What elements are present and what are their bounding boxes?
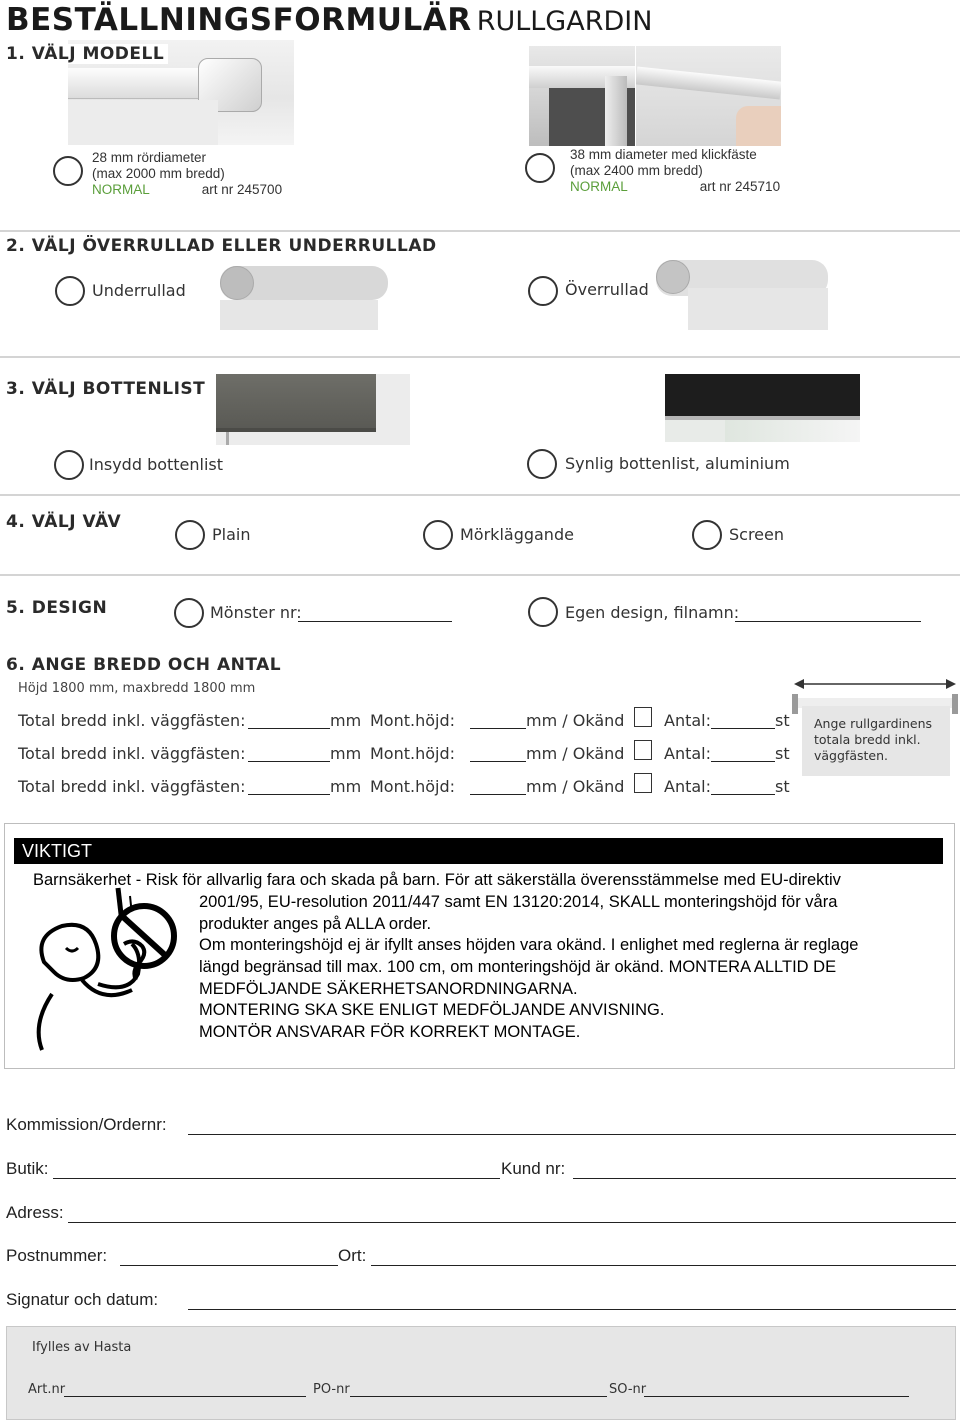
row2-width-input[interactable]	[248, 761, 330, 762]
row2-st: st	[775, 744, 790, 763]
model-38mm-label	[570, 147, 780, 195]
hasta-art-label: Art.nr	[28, 1382, 66, 1397]
postnummer-input[interactable]	[120, 1265, 338, 1266]
insydd-bottenlist-photo	[216, 374, 410, 445]
row1-label: Total bredd inkl. väggfästen:	[18, 711, 246, 730]
postnummer-label: Postnummer:	[6, 1246, 108, 1265]
row3-label: Total bredd inkl. väggfästen:	[18, 777, 246, 796]
vav-screen-radio[interactable]	[692, 520, 722, 550]
kommission-input[interactable]	[188, 1134, 956, 1135]
divider	[0, 494, 960, 496]
model-photo-38mm-a	[529, 46, 635, 146]
row1-okand-checkbox[interactable]	[634, 707, 652, 727]
width-note-box	[802, 706, 950, 776]
underrullad-label: Underrullad	[92, 281, 186, 300]
warning-line-1: Barnsäkerhet - Risk för allvarlig fara och skada på barn. För att säkerställa överensstämmelse med EU-direktiv	[33, 871, 841, 889]
egen-design-radio[interactable]	[528, 597, 558, 627]
warning-header	[14, 838, 943, 864]
kommission-label: Kommission/Ordernr:	[6, 1115, 167, 1134]
filnamn-input[interactable]	[735, 621, 921, 622]
insydd-bottenlist-radio[interactable]	[54, 450, 84, 480]
hasta-box	[6, 1326, 956, 1420]
warning-line-2: 2001/95, EU-resolution 2011/447 samt EN 13120:2014, SKALL monteringshöjd för våra	[199, 893, 838, 911]
kund-input[interactable]	[573, 1178, 956, 1179]
section-4-heading: 4. VÄLJ VÄV	[6, 512, 122, 532]
section-5-heading: 5. DESIGN	[6, 598, 108, 618]
child-safety-icon	[22, 884, 192, 1054]
vav-morklaggande-label: Mörkläggande	[460, 525, 574, 544]
hasta-po-label: PO-nr	[313, 1382, 350, 1397]
warning-line-7: MONTERING SKA SKE ENLIGT MEDFÖLJANDE ANVISNING.	[199, 1001, 665, 1019]
row1-antal-input[interactable]	[711, 728, 775, 729]
insydd-bottenlist-label: Insydd bottenlist	[89, 455, 224, 474]
model-28mm-line1: 28 mm rördiameter	[92, 150, 207, 165]
warning-line-6: MEDFÖLJANDE SÄKERHETSANORDNINGARNA.	[199, 980, 578, 998]
row3-mont-label: Mont.höjd:	[370, 777, 456, 796]
warning-line-5: längd begränsad till max. 100 cm, om monteringshöjd är okänd. MONTERA ALLTID DE	[199, 958, 837, 976]
model-28mm-label	[92, 150, 282, 198]
row2-antal-label: Antal:	[664, 744, 711, 763]
warning-line-3: produkter anges på ALLA order.	[199, 915, 432, 933]
butik-input[interactable]	[53, 1178, 500, 1179]
model-38mm-radio[interactable]	[525, 153, 555, 183]
vav-screen-label: Screen	[729, 525, 785, 544]
row1-mm-okand: mm / Okänd	[526, 711, 625, 730]
section-3-heading: 3. VÄLJ BOTTENLIST	[6, 379, 206, 399]
synlig-bottenlist-radio[interactable]	[527, 449, 557, 479]
section-1-heading: 1. VÄLJ MODELL	[6, 44, 168, 64]
page-title	[6, 2, 652, 38]
underrullad-illustration	[220, 266, 378, 330]
row2-mm-okand: mm / Okänd	[526, 744, 625, 763]
section-6-heading: 6. ANGE BREDD OCH ANTAL	[6, 655, 282, 675]
overrullad-radio[interactable]	[528, 276, 558, 306]
overrullad-illustration	[656, 260, 828, 330]
butik-label: Butik:	[6, 1159, 49, 1178]
divider	[0, 574, 960, 576]
adress-label: Adress:	[6, 1203, 64, 1222]
warning-line-4: Om monteringshöjd ej är ifyllt anses höjden vara okänd. I enlighet med reglerna är reglage	[199, 936, 859, 954]
model-38mm-art: art nr 245710	[699, 179, 781, 194]
row1-width-input[interactable]	[248, 728, 330, 729]
divider	[0, 356, 960, 358]
row3-mm: mm	[330, 777, 362, 796]
row3-mm-okand: mm / Okänd	[526, 777, 625, 796]
row2-label: Total bredd inkl. väggfästen:	[18, 744, 246, 763]
egen-design-label: Egen design, filnamn:	[565, 603, 740, 622]
title-main: BESTÄLLNINGSFORMULÄR	[6, 2, 472, 38]
divider	[0, 230, 960, 232]
ort-label: Ort:	[338, 1246, 367, 1265]
model-38mm-line2: (max 2400 mm bredd)	[570, 163, 703, 178]
model-28mm-normal: NORMAL	[92, 182, 150, 197]
row3-height-input[interactable]	[470, 794, 526, 795]
hasta-po-input[interactable]	[350, 1396, 607, 1397]
row3-width-input[interactable]	[248, 794, 330, 795]
section-6-subheading: Höjd 1800 mm, maxbredd 1800 mm	[18, 681, 256, 696]
adress-input[interactable]	[68, 1222, 956, 1223]
underrullad-radio[interactable]	[55, 276, 85, 306]
model-28mm-radio[interactable]	[53, 156, 83, 186]
model-28mm-line2: (max 2000 mm bredd)	[92, 166, 225, 181]
kund-label: Kund nr:	[501, 1159, 566, 1178]
model-28mm-art: art nr 245700	[201, 182, 283, 197]
vav-plain-label: Plain	[212, 525, 251, 544]
row3-antal-input[interactable]	[711, 794, 775, 795]
row2-antal-input[interactable]	[711, 761, 775, 762]
synlig-bottenlist-label: Synlig bottenlist, aluminium	[565, 454, 790, 473]
monster-nr-input[interactable]	[298, 621, 452, 622]
model-38mm-line1: 38 mm diameter med klickfäste	[570, 147, 757, 162]
row1-antal-label: Antal:	[664, 711, 711, 730]
row2-height-input[interactable]	[470, 761, 526, 762]
model-38mm-normal: NORMAL	[570, 179, 628, 194]
hasta-so-label: SO-nr	[609, 1382, 647, 1397]
row2-mm: mm	[330, 744, 362, 763]
row1-mont-label: Mont.höjd:	[370, 711, 456, 730]
row1-height-input[interactable]	[470, 728, 526, 729]
row2-mont-label: Mont.höjd:	[370, 744, 456, 763]
warning-header-text: VIKTIGT	[22, 841, 93, 861]
synlig-bottenlist-photo	[665, 374, 860, 442]
hasta-title: Ifylles av Hasta	[32, 1340, 132, 1355]
row1-mm: mm	[330, 711, 362, 730]
row1-st: st	[775, 711, 790, 730]
hasta-so-input[interactable]	[644, 1396, 909, 1397]
warning-line-8: MONTÖR ANSVARAR FÖR KORREKT MONTAGE.	[199, 1023, 581, 1041]
section-2-heading: 2. VÄLJ ÖVERRULLAD ELLER UNDERRULLAD	[6, 236, 437, 256]
monster-label: Mönster nr:	[210, 603, 302, 622]
ort-input[interactable]	[371, 1265, 956, 1266]
row3-st: st	[775, 777, 790, 796]
row3-antal-label: Antal:	[664, 777, 711, 796]
hasta-art-input[interactable]	[64, 1396, 306, 1397]
title-sub: RULLGARDIN	[476, 6, 653, 37]
monster-radio[interactable]	[174, 598, 204, 628]
overrullad-label: Överrullad	[565, 280, 649, 299]
width-note-text: Ange rullgardinens totala bredd inkl. väggfästen.	[814, 716, 933, 763]
row3-okand-checkbox[interactable]	[634, 773, 652, 793]
vav-plain-radio[interactable]	[175, 520, 205, 550]
model-photo-38mm-b	[636, 46, 781, 146]
vav-morklaggande-radio[interactable]	[423, 520, 453, 550]
signatur-label: Signatur och datum:	[6, 1290, 159, 1309]
signatur-input[interactable]	[188, 1309, 956, 1310]
row2-okand-checkbox[interactable]	[634, 740, 652, 760]
